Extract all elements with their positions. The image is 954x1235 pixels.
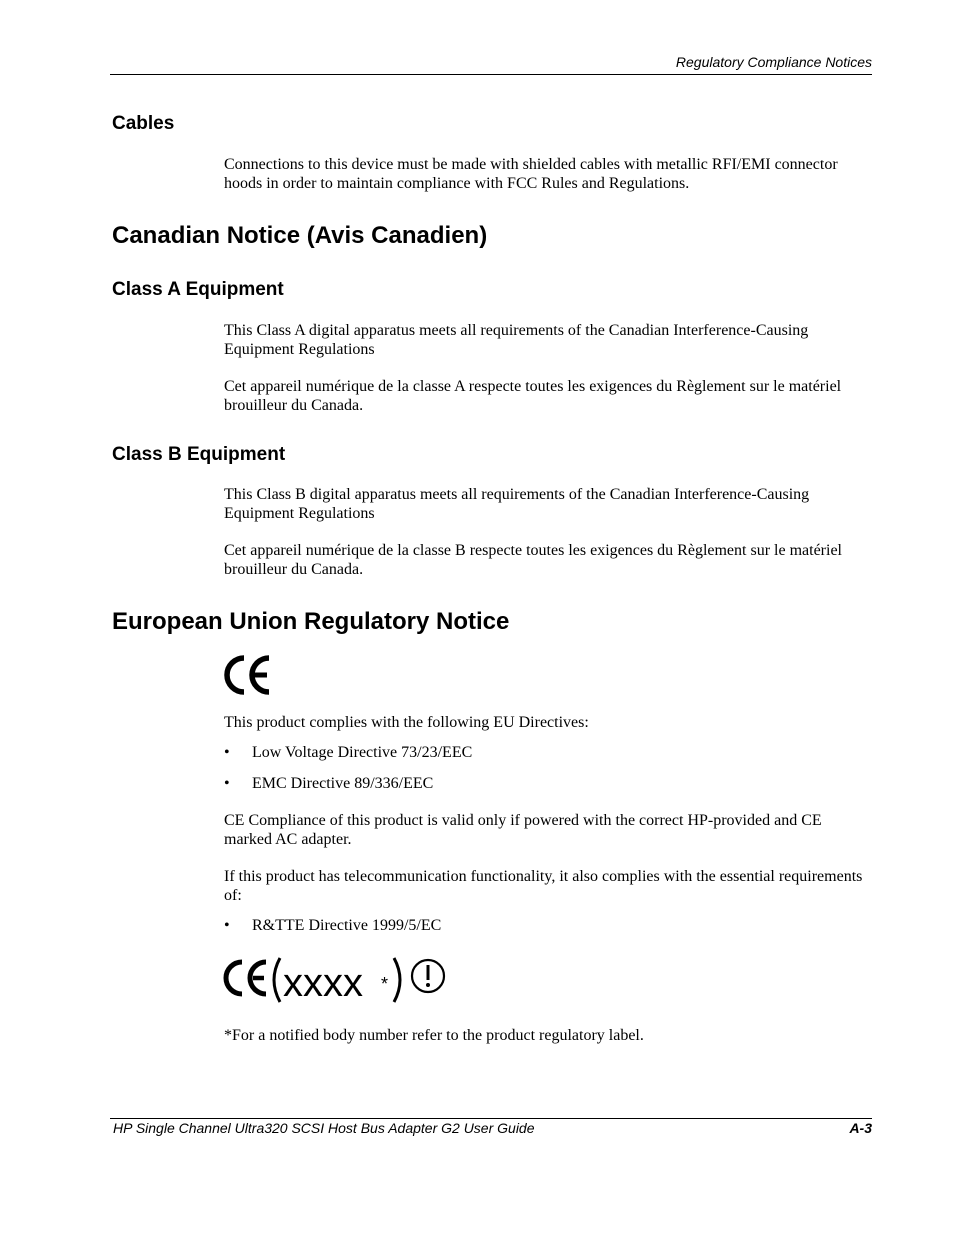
heading-canadian-notice: Canadian Notice (Avis Canadien) bbox=[112, 222, 488, 249]
heading-class-a: Class A Equipment bbox=[112, 279, 284, 300]
ce-mark-icon bbox=[226, 962, 266, 994]
footnote: *For a notified body number refer to the product regulatory label. bbox=[224, 1027, 644, 1044]
footer-document-title: HP Single Channel Ultra320 SCSI Host Bus Adapter G2 User Guide bbox=[113, 1120, 535, 1136]
telecom-paragraph: If this product has telecommunication functionality, it also complies with the essential requirements of: bbox=[224, 868, 863, 904]
class-b-french: Cet appareil numérique de la classe B respecte toutes les exigences du Règlement sur le matériel brouilleur du Canada. bbox=[224, 542, 842, 578]
notified-body-asterisk: * bbox=[381, 974, 389, 994]
directive-text: R&TTE Directive 1999/5/EC bbox=[252, 917, 442, 934]
class-a-english: This Class A digital apparatus meets all requirements of the Canadian Interference-Causing Equipment Regulations bbox=[224, 322, 809, 358]
bullet-dot: • bbox=[224, 775, 230, 792]
directive-text: EMC Directive 89/336/EEC bbox=[252, 775, 434, 792]
directive-text: Low Voltage Directive 73/23/EEC bbox=[252, 744, 473, 761]
bullet-dot: • bbox=[224, 917, 230, 934]
class-b-english: This Class B digital apparatus meets all requirements of the Canadian Interference-Causing Equipment Regulations bbox=[224, 486, 810, 522]
ce-compliance-paragraph: CE Compliance of this product is valid only if powered with the correct HP-provided and CE marked AC adapter. bbox=[224, 812, 822, 848]
bullet-dot: • bbox=[224, 744, 230, 761]
heading-cables: Cables bbox=[112, 113, 175, 134]
notified-body-number: xxxx bbox=[283, 961, 363, 1005]
page-number: A-3 bbox=[849, 1120, 872, 1136]
ce-notified-body-mark bbox=[222, 954, 448, 1006]
heading-eu-notice: European Union Regulatory Notice bbox=[112, 608, 510, 635]
header-rule bbox=[110, 74, 872, 75]
eu-intro: This product complies with the following EU Directives: bbox=[224, 714, 589, 731]
running-header: Regulatory Compliance Notices bbox=[675, 54, 872, 70]
class-a-french: Cet appareil numérique de la classe A respecte toutes les exigences du Règlement sur le matériel brouilleur du Canada. bbox=[224, 378, 842, 414]
heading-class-b: Class B Equipment bbox=[112, 444, 286, 465]
footer-rule bbox=[110, 1118, 872, 1119]
exclamation-circle-icon bbox=[412, 960, 444, 992]
ce-mark-icon bbox=[222, 654, 274, 696]
cables-paragraph: Connections to this device must be made with shielded cables with metallic RFI/EMI connector hoods in order to maintain compliance with FCC Rules and Regulations. bbox=[224, 156, 838, 192]
